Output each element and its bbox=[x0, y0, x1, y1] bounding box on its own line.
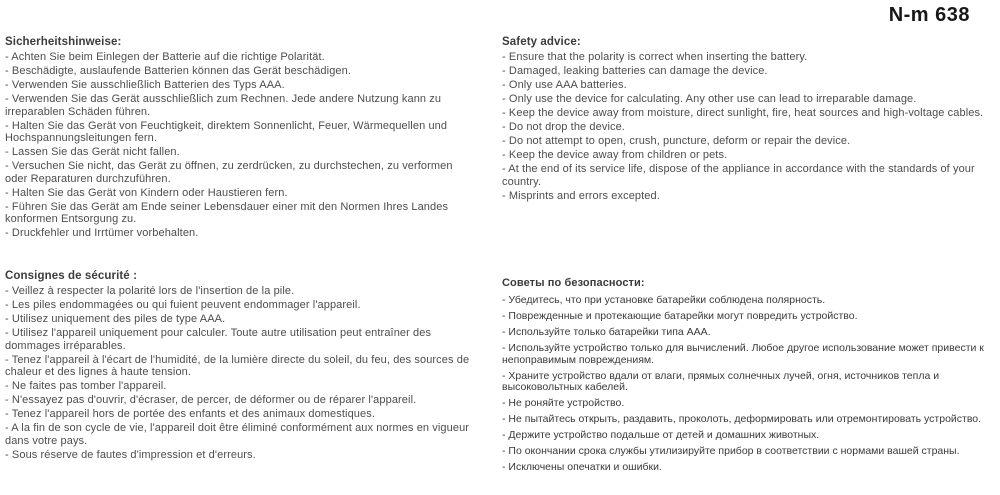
safety-item-english: - Only use AAA batteries. bbox=[502, 79, 627, 91]
safety-item-french: - Tenez l'appareil à l'écart de l'humidité, de la lumière directe du soleil, du feu, des sources de chaleur et des lignes à haute tension. bbox=[5, 353, 470, 378]
model-number-title: N-m 638 bbox=[888, 4, 970, 26]
safety-item-french: - A la fin de son cycle de vie, l'appareil doit être éliminé conformément aux normes en vigueur dans votre pays. bbox=[5, 422, 470, 447]
safety-list-french bbox=[5, 285, 477, 461]
safety-item-russian: - Храните устройство вдали от влаги, прямых солнечных лучей, огня, источников тепла и высоковольтных кабелей. bbox=[502, 369, 940, 393]
safety-item-russian: - Не пытайтесь открыть, раздавить, проколоть, деформировать или отремонтировать устройство. bbox=[502, 413, 982, 425]
safety-item-french: - Veillez à respecter la polarité lors de l'insertion de la pile. bbox=[5, 285, 295, 297]
safety-item-german: - Achten Sie beim Einlegen der Batterie auf die richtige Polarität. bbox=[5, 51, 325, 63]
safety-item-russian: - Не роняйте устройство. bbox=[502, 397, 625, 409]
section-german bbox=[5, 36, 477, 241]
safety-item-english: - Do not attempt to open, crush, puncture, deform or repair the device. bbox=[502, 135, 851, 147]
safety-item-german: - Führen Sie das Gerät am Ende seiner Lebensdauer einer mit den Normen Ihres Landes konformen Entsorgung zu. bbox=[5, 200, 449, 225]
safety-item-english: - Keep the device away from moisture, direct sunlight, fire, heat sources and high-voltage cables. bbox=[502, 107, 984, 119]
safety-item-russian: - По окончании срока службы утилизируйте прибор в соответствии с нормами вашей страны. bbox=[502, 445, 960, 457]
safety-item-english: - Ensure that the polarity is correct when inserting the battery. bbox=[502, 51, 808, 63]
safety-list-english bbox=[502, 51, 984, 202]
safety-item-german: - Halten Sie das Gerät von Feuchtigkeit, direktem Sonnenlicht, Feuer, Wärmequellen und Hochspannungsleitungen fern. bbox=[5, 119, 448, 144]
safety-item-russian: - Держите устройство подальше от детей и домашних животных. bbox=[502, 429, 820, 441]
safety-item-french: - N'essayez pas d'ouvrir, d'écraser, de percer, de déformer ou de réparer l'appareil. bbox=[5, 394, 417, 406]
safety-item-french: - Utilisez uniquement des piles de type AAA. bbox=[5, 313, 226, 325]
section-english bbox=[502, 36, 984, 204]
safety-item-russian: - Поврежденные и протекающие батарейки могут повредить устройство. bbox=[502, 310, 858, 322]
safety-item-french: - Les piles endommagées ou qui fuient peuvent endommager l'appareil. bbox=[5, 299, 361, 311]
safety-item-english: - Do not drop the device. bbox=[502, 121, 625, 133]
section-russian bbox=[502, 277, 988, 478]
safety-list-german bbox=[5, 51, 477, 240]
safety-item-russian: - Используйте устройство только для вычислений. Любое другое использование может привести к непоправимым повреждениям. bbox=[502, 342, 984, 366]
safety-item-german: - Versuchen Sie nicht, das Gerät zu öffnen, zu zerdrücken, zu durchstechen, zu verformen oder Reparaturen durchzuführen. bbox=[5, 160, 453, 185]
safety-item-french: - Utilisez l'appareil uniquement pour calculer. Toute autre utilisation peut entraîner des dommages irréparables. bbox=[5, 327, 432, 352]
safety-item-german: - Verwenden Sie das Gerät ausschließlich zum Rechnen. Jede andere Nutzung kann zu irreparablen Schäden führen. bbox=[5, 93, 442, 118]
safety-item-german: - Druckfehler und Irrtümer vorbehalten. bbox=[5, 227, 199, 239]
safety-item-german: - Verwenden Sie ausschließlich Batterien des Typs AAA. bbox=[5, 79, 285, 91]
heading-german: Sicherheitshinweise: bbox=[5, 36, 122, 48]
safety-item-french: - Sous réserve de fautes d'impression et d'erreurs. bbox=[5, 448, 256, 461]
safety-item-english: - Misprints and errors excepted. bbox=[502, 189, 660, 202]
safety-item-english: - Keep the device away from children or pets. bbox=[502, 149, 728, 161]
safety-list-russian bbox=[502, 295, 988, 474]
safety-item-german: - Beschädigte, auslaufende Batterien können das Gerät beschädigen. bbox=[5, 65, 351, 77]
safety-item-russian: - Используйте только батарейки типа AAA. bbox=[502, 326, 711, 338]
heading-french: Consignes de sécurité : bbox=[5, 270, 138, 282]
safety-item-german: - Lassen Sie das Gerät nicht fallen. bbox=[5, 146, 180, 158]
safety-item-english: - Only use the device for calculating. Any other use can lead to irreparable damage. bbox=[502, 93, 917, 105]
safety-item-english: - Damaged, leaking batteries can damage the device. bbox=[502, 65, 768, 77]
safety-item-english: - At the end of its service life, dispose of the appliance in accordance with the standards of your country. bbox=[502, 163, 975, 188]
safety-item-russian: - Исключены опечатки и ошибки. bbox=[502, 461, 662, 473]
safety-item-french: - Ne faites pas tomber l'appareil. bbox=[5, 380, 167, 392]
safety-item-russian: - Убедитесь, что при установке батарейки соблюдена полярность. bbox=[502, 294, 826, 306]
safety-item-french: - Tenez l'appareil hors de portée des enfants et des animaux domestiques. bbox=[5, 408, 375, 420]
section-french bbox=[5, 270, 477, 463]
heading-russian: Советы по безопасности: bbox=[502, 277, 645, 289]
safety-item-german: - Halten Sie das Gerät von Kindern oder Haustieren fern. bbox=[5, 186, 288, 199]
heading-english: Safety advice: bbox=[502, 36, 581, 48]
